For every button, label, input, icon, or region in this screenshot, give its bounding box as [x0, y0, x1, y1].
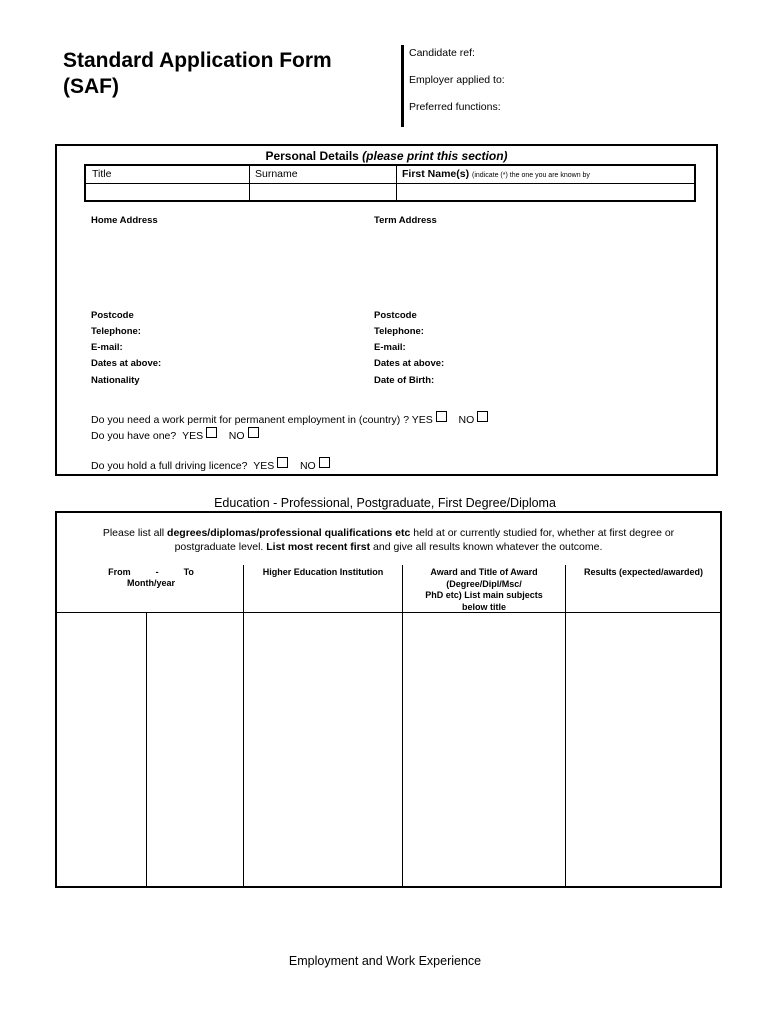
employer-applied-label: Employer applied to: [409, 74, 505, 86]
work-permit-no-label: NO [458, 414, 475, 426]
award-header-line: PhD etc) List main subjects [425, 590, 543, 600]
results-entry-area[interactable] [567, 614, 720, 888]
have-permit-yes-checkbox[interactable] [206, 427, 217, 438]
have-permit-question [91, 427, 259, 442]
intro-emphasis: degrees/diplomas/professional qualifications etc [167, 527, 411, 539]
driving-yes-checkbox[interactable] [277, 457, 288, 468]
award-column-header [403, 567, 565, 613]
education-heading: Education - Professional, Postgraduate, First Degree/Diploma [214, 496, 556, 510]
preferred-functions-label: Preferred functions: [409, 101, 501, 113]
form-title-line1: Standard Application Form [63, 49, 332, 72]
name-table [84, 164, 696, 202]
intro-part: and give all results known whatever the outcome. [370, 541, 603, 553]
firstname-note: (indicate (*) the one you are known by [472, 172, 590, 179]
from-to-column-header: From - To [108, 567, 194, 577]
candidate-ref-label: Candidate ref: [409, 47, 475, 59]
title-input[interactable] [87, 184, 247, 200]
driving-licence-question [91, 457, 330, 472]
have-permit-no-checkbox[interactable] [248, 427, 259, 438]
name-table-header-row [86, 166, 694, 184]
education-column-divider [243, 565, 244, 888]
intro-part: held at or currently studied for, whether at first degree or postgraduate level. [174, 527, 675, 553]
date-of-birth-label: Date of Birth: [374, 375, 435, 386]
personal-heading-note: (please print this section) [362, 149, 508, 163]
award-header-line: Award and Title of Award [430, 567, 538, 577]
award-entry-area[interactable] [404, 614, 564, 888]
education-column-divider [146, 613, 147, 888]
work-permit-question [91, 411, 488, 426]
education-column-divider [402, 565, 403, 888]
have-permit-yes-label: YES [182, 430, 204, 442]
firstname-label: First Name(s) [402, 168, 470, 180]
personal-details-heading [57, 149, 716, 163]
employment-section-heading: Employment and Work Experience [288, 954, 482, 968]
firstname-column-header [402, 168, 590, 180]
home-telephone-label: Telephone: [91, 326, 141, 337]
term-telephone-label: Telephone: [374, 326, 424, 337]
to-entry-area[interactable] [148, 614, 242, 888]
have-permit-text: Do you have one? [91, 430, 177, 442]
term-postcode-label: Postcode [374, 310, 417, 321]
home-postcode-label: Postcode [91, 310, 134, 321]
intro-emphasis: List most recent first [266, 541, 371, 553]
reference-divider [401, 45, 404, 127]
work-permit-yes-label: YES [411, 414, 433, 426]
home-address-label: Home Address [91, 215, 158, 226]
term-dates-label: Dates at above: [374, 358, 445, 369]
title-column-header: Title [92, 168, 112, 180]
term-address-label: Term Address [374, 215, 437, 226]
work-permit-text: Do you need a work permit for permanent employment in (country) ? [91, 414, 410, 426]
award-header-line: (Degree/Dipl/Msc/ [446, 578, 522, 589]
term-email-label: E-mail: [374, 342, 406, 353]
education-column-divider [565, 565, 566, 888]
education-section [55, 511, 722, 888]
work-permit-no-checkbox[interactable] [477, 411, 488, 422]
form-title [63, 48, 383, 100]
education-header-divider [57, 612, 720, 613]
driving-no-label: NO [299, 460, 316, 472]
home-email-label: E-mail: [91, 342, 123, 353]
driving-licence-text: Do you hold a full driving licence? [91, 460, 248, 472]
surname-column-header: Surname [255, 168, 298, 180]
surname-input[interactable] [251, 184, 394, 200]
month-year-subheader: Month/year [126, 578, 175, 588]
from-entry-area[interactable] [57, 614, 145, 888]
intro-part: Please list all [102, 527, 168, 539]
education-instructions [71, 526, 706, 554]
work-permit-yes-checkbox[interactable] [436, 411, 447, 422]
have-permit-no-label: NO [228, 430, 245, 442]
driving-yes-label: YES [253, 460, 275, 472]
institution-entry-area[interactable] [245, 614, 401, 888]
name-table-divider [396, 166, 397, 200]
institution-column-header: Higher Education Institution [262, 567, 384, 577]
firstname-input[interactable] [398, 184, 694, 200]
driving-no-checkbox[interactable] [319, 457, 330, 468]
name-table-divider [249, 166, 250, 200]
form-title-line2: (SAF) [63, 75, 119, 98]
nationality-label: Nationality [91, 375, 140, 386]
personal-details-section [55, 144, 718, 476]
results-column-header: Results (expected/awarded) [583, 567, 704, 577]
personal-heading-text: Personal Details [265, 149, 359, 163]
award-header-line: below title [461, 601, 506, 612]
home-dates-label: Dates at above: [91, 358, 162, 369]
